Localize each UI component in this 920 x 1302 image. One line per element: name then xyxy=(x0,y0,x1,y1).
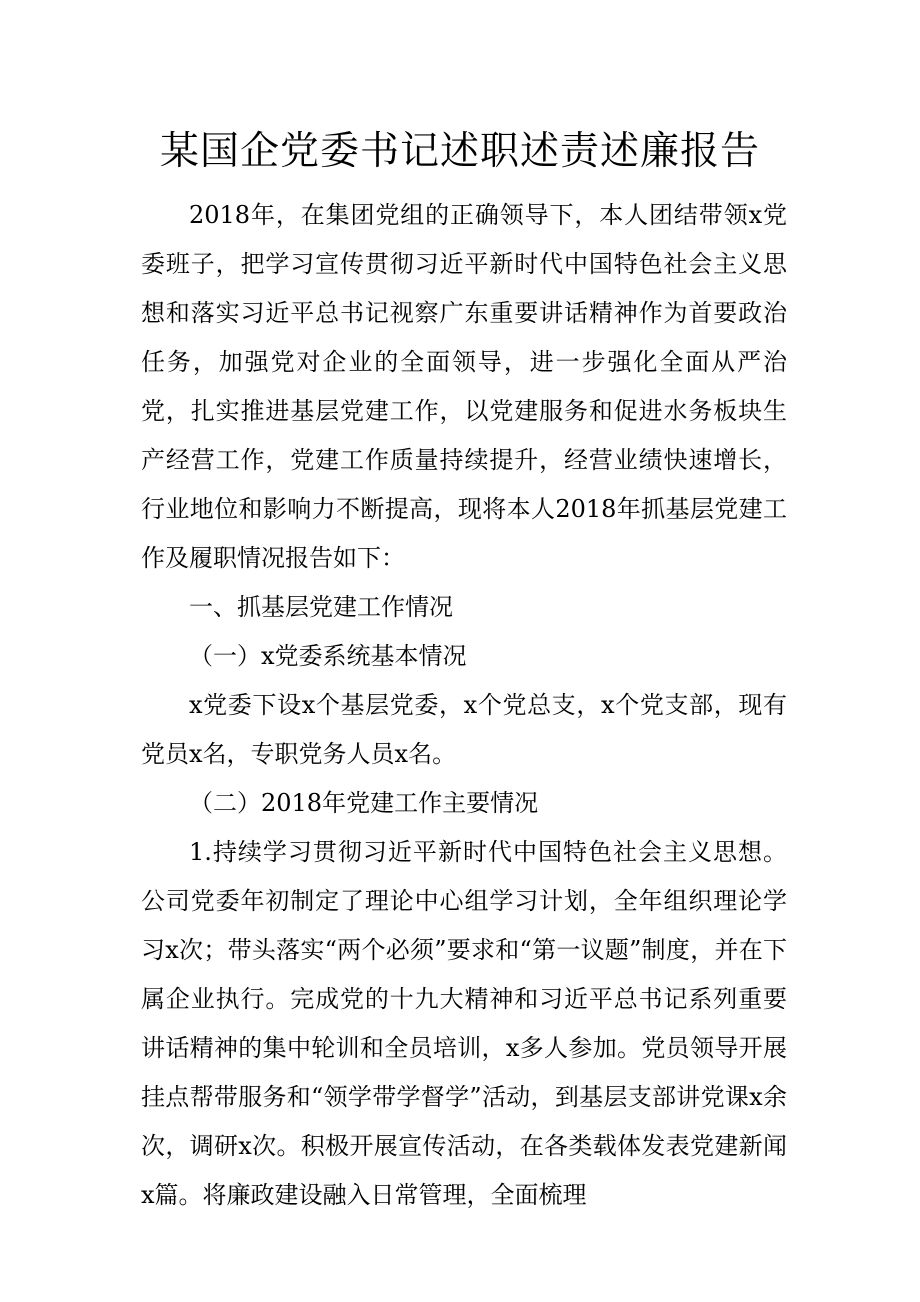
section-heading-1: 一、抓基层党建工作情况 xyxy=(189,593,453,621)
subsection-heading-2: （二）2018年党建工作主要情况 xyxy=(189,789,539,817)
overview-paragraph: x党委下设x个基层党委，x个党总支，x个党支部，现有党员x名，专职党务人员x名。 xyxy=(141,691,787,768)
study-paragraph: 1.持续学习贯彻习近平新时代中国特色社会主义思想。公司党委年初制定了理论中心组学习计划，全年组织理论学习x次；带头落实“两个必须”要求和“第一议题”制度，并在下属企业执行。完成党的十九大精神和习近平总书记系列重要讲话精神的集中轮训和全员培训，x多人参加。党员领导开展挂点帮带服务和“领学带学督学”活动，到基层支部讲党课x余次，调研x次。积极开展宣传活动，在各类载体发表党建新闻x篇。将廉政建设融入日常管理，全面梳理 xyxy=(141,838,787,1209)
document-body xyxy=(141,191,787,1220)
subsection-heading-1: （一）x党委系统基本情况 xyxy=(189,642,467,670)
intro-paragraph: 2018年，在集团党组的正确领导下，本人团结带领x党委班子，把学习宣传贯彻习近平新时代中国特色社会主义思想和落实习近平总书记视察广东重要讲话精神作为首要政治任务，加强党对企业的全面领导，进一步强化全面从严治党，扎实推进基层党建工作，以党建服务和促进水务板块生产经营工作，党建工作质量持续提升，经营业绩快速增长，行业地位和影响力不断提高，现将本人2018年抓基层党建工作及履职情况报告如下： xyxy=(141,201,787,572)
document-title: 某国企党委书记述职述责述廉报告 xyxy=(159,129,760,174)
